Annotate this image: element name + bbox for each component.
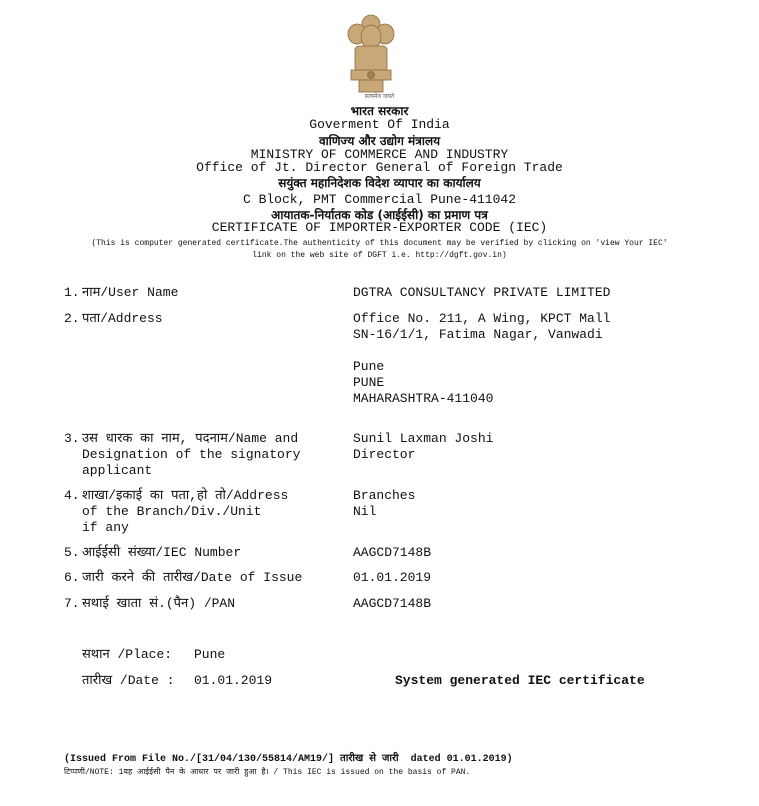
- field-number: 6.: [64, 570, 80, 585]
- field-label: जारी करने की तारीख/Date of Issue: [82, 570, 303, 585]
- place-label: सथान /Place:: [82, 647, 173, 662]
- ministry-hindi: वाणिज्य और उद्योग मंत्रालय: [318, 134, 441, 148]
- issued-from-file: (Issued From File No./[31/04/130/55814/AM19/] तारीख से जारी dated 01.01.2019): [64, 754, 513, 765]
- certificate-title-english: CERTIFICATE OF IMPORTER-EXPORTER CODE (IEC): [211, 220, 548, 235]
- field-label: उस धारक का नाम, पदनाम/Name and Designation of the signatory applicant: [82, 431, 301, 478]
- field-value: 01.01.2019: [353, 570, 432, 585]
- ministry-english: MINISTRY OF COMMERCE AND INDUSTRY: [250, 147, 509, 162]
- certificate-title-hindi: आयातक-निर्यातक कोड (आईईसी) का प्रमाण पत्र: [271, 208, 488, 222]
- field-number: 1.: [64, 285, 80, 300]
- date-value: 01.01.2019: [194, 673, 273, 688]
- field-number: 3.: [64, 431, 80, 446]
- field-label: सथाई खाता सं.(पैन) /PAN: [82, 596, 236, 611]
- office-english: Office of Jt. Director General of Foreign Trade: [196, 160, 563, 175]
- field-value: Sunil Laxman Joshi Director: [353, 431, 494, 462]
- field-value: Branches Nil: [353, 488, 416, 519]
- field-value: Office No. 211, A Wing, KPCT Mall SN-16/1/1, Fatima Nagar, Vanwadi Pune PUNE MAHARASHTRA-411040: [353, 311, 611, 406]
- authenticity-note-line2: link on the web site of DGFT i.e. http://dgft.gov.in): [252, 251, 507, 260]
- field-label: आईईसी संख्या/IEC Number: [82, 545, 242, 560]
- authenticity-note-line1: (This is computer generated certificate.The authenticity of this document may be verified by clicking on 'view Your IEC': [91, 239, 668, 248]
- place-value: Pune: [194, 647, 226, 662]
- emblem-motto: सत्यमेव जयते: [364, 93, 395, 100]
- bharat-sarkar: भारत सरकार: [350, 104, 409, 118]
- office-address: C Block, PMT Commercial Pune-411042: [242, 192, 517, 207]
- field-number: 5.: [64, 545, 80, 560]
- field-number: 4.: [64, 488, 80, 503]
- system-generated-label: System generated IEC certificate: [395, 673, 645, 688]
- field-label: शाखा/इकाई का पता,हो तो/Address of the Branch/Div./Unit if any: [82, 488, 289, 535]
- field-value: DGTRA CONSULTANCY PRIVATE LIMITED: [353, 285, 611, 300]
- field-number: 2.: [64, 311, 80, 326]
- office-hindi: सयुंक्त महानिदेशक विदेश व्यापार का कार्यालय: [278, 176, 481, 190]
- national-emblem-icon: [333, 10, 409, 102]
- field-value: AAGCD7148B: [353, 545, 432, 560]
- pan-note: टिप्पणी/NOTE: 1यह आईईसी पैन के आधार पर जारी हुआ है। / This IEC is issued on the basis of PAN.: [64, 768, 471, 777]
- field-label: नाम/User Name: [82, 285, 179, 300]
- field-label: पता/Address: [82, 311, 163, 326]
- government-of-india: Goverment Of India: [309, 117, 450, 132]
- date-label: तारीख /Date :: [82, 673, 175, 688]
- field-value: AAGCD7148B: [353, 596, 432, 611]
- field-number: 7.: [64, 596, 80, 611]
